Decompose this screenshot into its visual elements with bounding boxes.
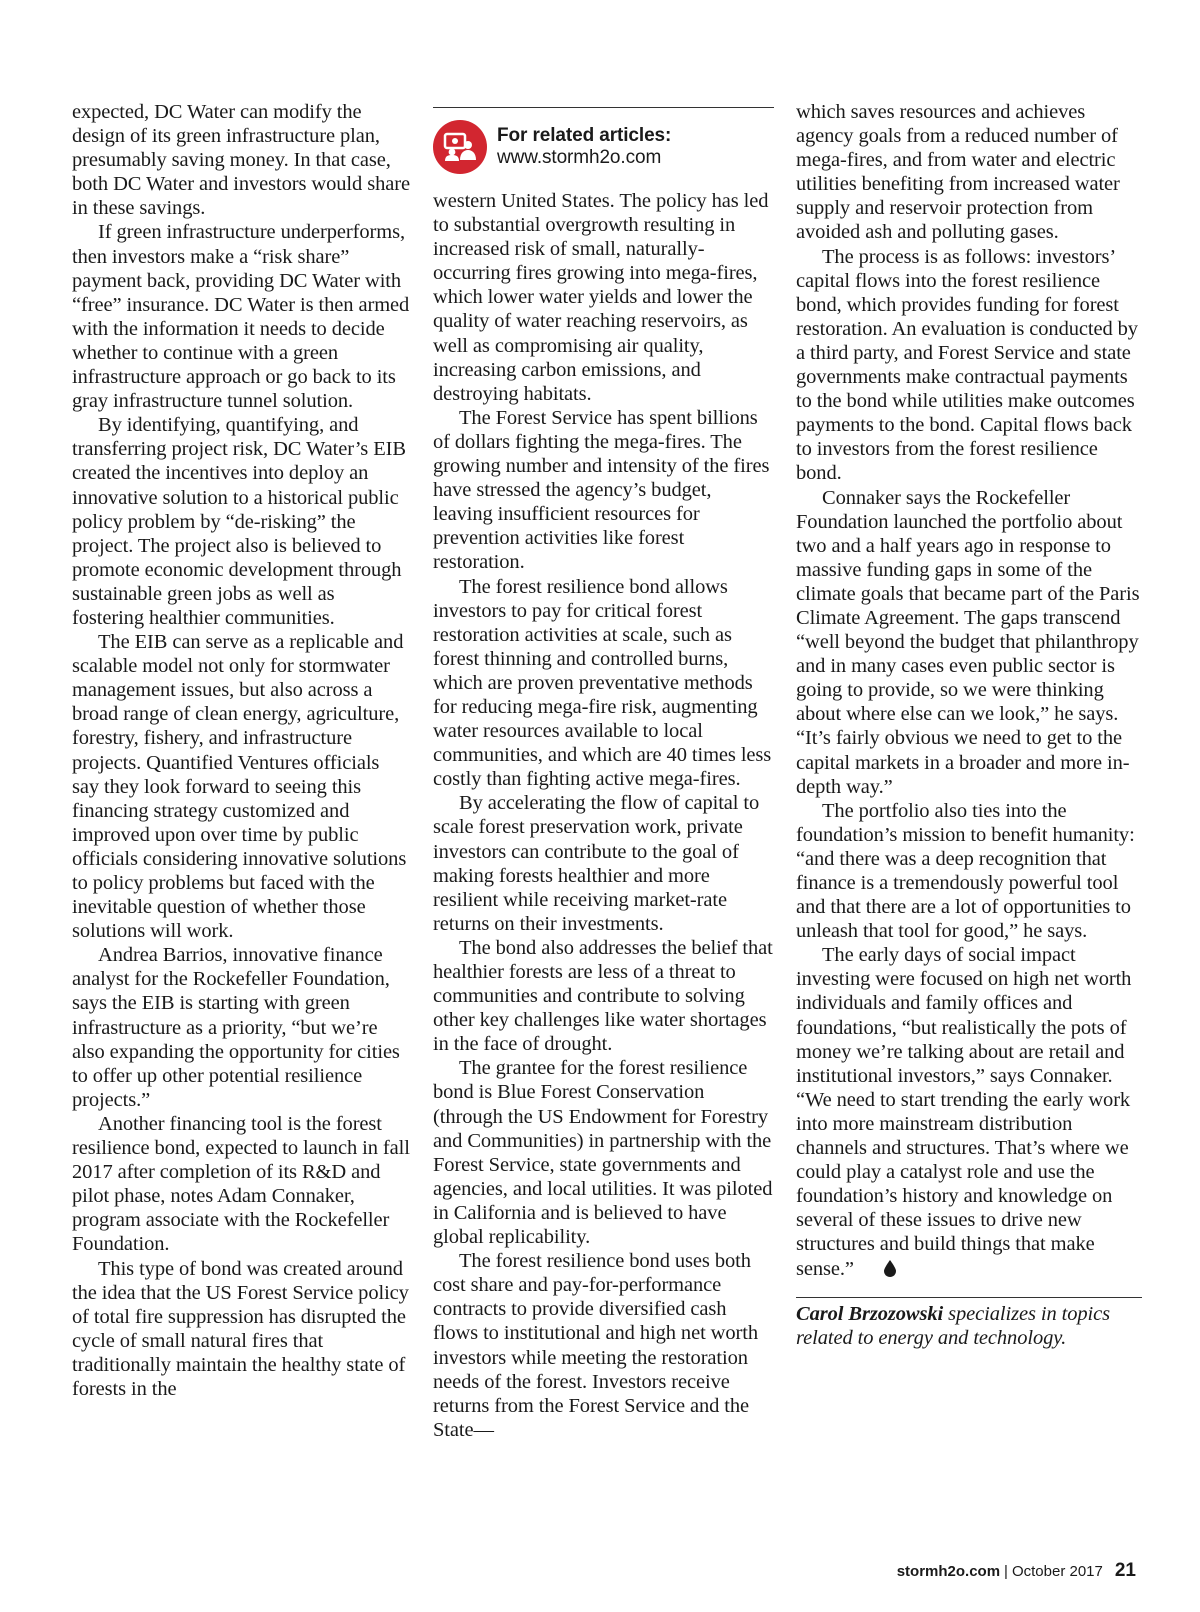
page-footer [897,1560,1136,1582]
paragraph: The grantee for the forest resilience bond is Blue Forest Conservation (through the US Endowment for Forestry and Communities) in partnership with the Forest Service, state governments and agencies, and local utilities. It was piloted in California and is believed to have global replicability. [433,1057,773,1249]
footer-site[interactable]: stormh2o.com [896,1563,1001,1580]
paragraph: The EIB can serve as a replicable and scalable model not only for stormwater management issues, but also across a broad range of clean energy, agriculture, forestry, fishery, and infrastructure projects. Quantified Ventures officials say they look forward to seeing this financing strategy customized and improved upon over time by public officials considering innovative solutions to policy problems but faced with the inevitable question of whether those solutions will work. [72,631,407,943]
paragraph: which saves resources and achieves agency goals from a reduced number of mega-fires, and from water and electric utilities benefiting from increased water supply and reservoir protection from avoided ash and polluting gases. [796,101,1120,244]
article-column-2 [433,100,774,1442]
paragraph-text: The early days of social impact investing were focused on high net worth individuals and family offices and foundations, “but realistically the pots of money we’re talking about are retail and institutional investors,” says Connaker. “We need to start trending the early work into more mainstream distribution channels and structures. That’s where we could play a catalyst role and use the foundation’s history and knowledge on several of these issues to drive new structures and build things that make sense.” [796,944,1132,1280]
page-number: 21 [1114,1560,1136,1581]
paragraph: This type of bond was created around the idea that the US Forest Service policy of total fire suppression has disrupted the cycle of small natural fires that traditionally maintain the healthy state of forests in the [72,1257,409,1400]
paragraph: The process is as follows: investors’ capital flows into the forest resilience bond, which provides funding for forest restoration. An evaluation is conducted by a third party, and Forest Service and state governments make contractual payments to the bond while utilities make outcomes payments to the bond. Capital flows back to investors from the forest resilience bond. [796,245,1138,485]
paragraph: expected, DC Water can modify the design of its green infrastructure plan, presumably saving money. In that case, both DC Water and investors would share in these savings. [72,101,410,220]
author-bio [796,1297,1142,1350]
paragraph: By accelerating the flow of capital to scale forest preservation work, private investors can contribute to the goal of making forests healthier and more resilient while receiving market-rate returns on their investments. [433,792,760,935]
related-articles-link[interactable]: www.stormh2o.com [497,147,662,168]
article-column-3 [796,100,1142,1350]
related-articles-title: For related articles: [497,125,672,146]
article-column-1 [72,100,410,1401]
paragraph: By identifying, quantifying, and transferring project risk, DC Water’s EIB created the incentives into deploy an innovative solution to a historical public policy problem by “de-risking” the project. The project also is believed to promote economic development through sustainable green jobs as well as fostering healthier communities. [72,414,406,629]
paragraph: Connaker says the Rockefeller Foundation launched the portfolio about two and a half years ago in response to massive funding gaps in some of the climate goals that became part of the Paris Climate Agreement. The gaps transcend “well beyond the budget that philanthropy and in many cases even public sector is going to provide, so we were thinking about where else can we look,” he says. “It’s fairly obvious we need to get to the capital markets in a broader and more in-depth way.” [796,486,1140,798]
paragraph: The portfolio also ties into the foundation’s mission to benefit humanity: “and there was a deep recognition that finance is a tremendously powerful tool and that there are a lot of opportunities to unleash that tool for good,” he says. [796,799,1135,943]
footer-issue: October 2017 [1011,1563,1103,1580]
water-drop-icon [858,1259,896,1283]
paragraph: The Forest Service has spent billions of dollars fighting the mega-fires. The growing number and intensity of the fires have stressed the agency’s budget, leaving insufficient resources for prevention activities like forest restoration. [433,406,770,574]
paragraph: The forest resilience bond allows investors to pay for critical forest restoration activities at scale, such as forest thinning and controlled burns, which are proven preventative methods for reducing mega-fire risk, augmenting water resources available to local communities, and which are 40 times less costly than fighting active mega-fires. [433,575,772,791]
people-screen-icon [433,120,487,174]
paragraph: The forest resilience bond uses both cost share and pay-for-performance contracts to provide diversified cash flows to institutional and high net worth investors while meeting the restoration needs of the forest. Investors receive returns from the Forest Service and the State— [433,1250,759,1441]
footer-separator: | [1004,1563,1008,1580]
related-articles-box[interactable] [433,107,774,189]
paragraph: western United States. The policy has led to substantial overgrowth resulting in increased risk of small, naturally-occurring fires growing into mega-fires, which lower water yields and lower the quality of water reaching reservoirs, as well as compromising air quality, increasing carbon emissions, and destroying habitats. [433,190,769,405]
paragraph: Another financing tool is the forest resilience bond, expected to launch in fall 2017 after completion of its R&D and pilot phase, notes Adam Connaker, program associate with the Rockefeller Foundation. [72,1112,410,1256]
author-name: Carol Brzozowski [796,1302,944,1325]
author-bio-text: specializes in topics related to energy and technology. [796,1302,1110,1349]
paragraph: If green infrastructure underperforms, then investors make a “risk share” payment back, providing DC Water with “free” insurance. DC Water is then armed with the information it needs to decide whether to continue with a green infrastructure approach or go back to its gray infrastructure tunnel solution. [72,221,410,413]
paragraph: Andrea Barrios, innovative finance analyst for the Rockefeller Foundation, says the EIB is starting with green infrastructure as a priority, “but we’re also expanding the opportunity for cities to offer up other potential resilience projects.” [72,944,400,1111]
final-paragraph [796,943,1142,1282]
paragraph: The bond also addresses the belief that healthier forests are less of a threat to communities and contribute to solving other key challenges like water shortages in the face of drought. [433,936,773,1056]
